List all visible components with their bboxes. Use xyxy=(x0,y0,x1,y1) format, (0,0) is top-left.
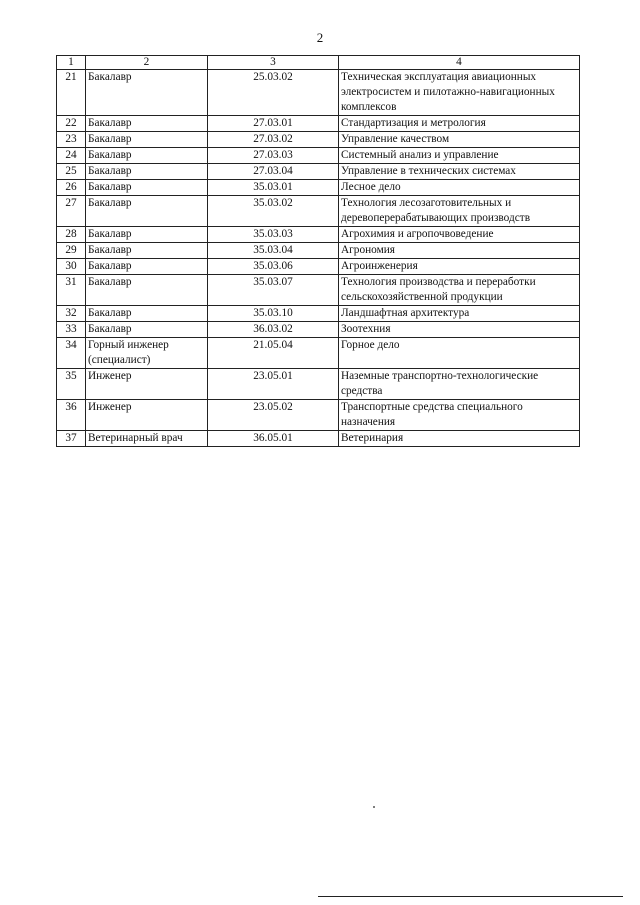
qualification-cell: Бакалавр xyxy=(86,306,208,322)
specialty-code-cell: 25.03.02 xyxy=(208,70,339,116)
row-number: 34 xyxy=(57,338,86,369)
row-number: 27 xyxy=(57,196,86,227)
qualification-cell: Бакалавр xyxy=(86,259,208,275)
specialty-name-cell: Ветеринария xyxy=(339,431,580,447)
table-row xyxy=(57,259,580,275)
table-row xyxy=(57,180,580,196)
specialty-name-cell: Наземные транспортно-технологические средства xyxy=(339,369,580,400)
specialty-code-cell: 35.03.03 xyxy=(208,227,339,243)
qualification-cell: Бакалавр xyxy=(86,322,208,338)
column-header: 2 xyxy=(86,56,208,70)
specialty-name-cell: Агроинженерия xyxy=(339,259,580,275)
specialty-name-cell: Агрономия xyxy=(339,243,580,259)
row-number: 35 xyxy=(57,369,86,400)
row-number: 33 xyxy=(57,322,86,338)
specialty-name-cell: Транспортные средства специального назначения xyxy=(339,400,580,431)
bottom-rule xyxy=(318,896,623,897)
specialty-code-cell: 36.05.01 xyxy=(208,431,339,447)
specialty-code-cell: 21.05.04 xyxy=(208,338,339,369)
specialty-code-cell: 23.05.01 xyxy=(208,369,339,400)
specialty-name-cell: Управление качеством xyxy=(339,132,580,148)
row-number: 22 xyxy=(57,116,86,132)
table-row xyxy=(57,116,580,132)
page-number: 2 xyxy=(316,30,324,45)
specialty-code-cell: 27.03.01 xyxy=(208,116,339,132)
table-row xyxy=(57,306,580,322)
table-row xyxy=(57,400,580,431)
row-number: 24 xyxy=(57,148,86,164)
table-row xyxy=(57,227,580,243)
table-row xyxy=(57,164,580,180)
row-number: 28 xyxy=(57,227,86,243)
row-number: 29 xyxy=(57,243,86,259)
specialty-name-cell: Горное дело xyxy=(339,338,580,369)
specialty-code-cell: 35.03.04 xyxy=(208,243,339,259)
table-row xyxy=(57,243,580,259)
qualification-cell: Ветеринарный врач xyxy=(86,431,208,447)
table-row xyxy=(57,70,580,116)
table-row xyxy=(57,322,580,338)
specialty-code-cell: 36.03.02 xyxy=(208,322,339,338)
qualification-cell: Бакалавр xyxy=(86,243,208,259)
specialty-name-cell: Управление в технических системах xyxy=(339,164,580,180)
table-row xyxy=(57,338,580,369)
specialty-code-cell: 35.03.06 xyxy=(208,259,339,275)
row-number: 36 xyxy=(57,400,86,431)
specialty-name-cell: Техническая эксплуатация авиационных электросистем и пилотажно-навигационных комплексов xyxy=(339,70,580,116)
column-header: 3 xyxy=(208,56,339,70)
specialty-code-cell: 35.03.10 xyxy=(208,306,339,322)
qualification-cell: Бакалавр xyxy=(86,164,208,180)
specialty-code-cell: 27.03.04 xyxy=(208,164,339,180)
specialty-name-cell: Технология производства и переработки сельскохозяйственной продукции xyxy=(339,275,580,306)
column-header: 4 xyxy=(339,56,580,70)
table-row xyxy=(57,148,580,164)
table-row xyxy=(57,132,580,148)
qualification-cell: Бакалавр xyxy=(86,196,208,227)
specialty-code-cell: 23.05.02 xyxy=(208,400,339,431)
scan-speck xyxy=(373,806,375,808)
row-number: 25 xyxy=(57,164,86,180)
specialty-code-cell: 35.03.07 xyxy=(208,275,339,306)
specialty-name-cell: Агрохимия и агропочвоведение xyxy=(339,227,580,243)
specialty-name-cell: Лесное дело xyxy=(339,180,580,196)
row-number: 30 xyxy=(57,259,86,275)
table-row xyxy=(57,275,580,306)
qualification-cell: Бакалавр xyxy=(86,116,208,132)
table-row xyxy=(57,431,580,447)
qualification-cell: Бакалавр xyxy=(86,148,208,164)
specialty-code-cell: 35.03.02 xyxy=(208,196,339,227)
qualification-cell: Бакалавр xyxy=(86,275,208,306)
table-row xyxy=(57,196,580,227)
specialty-code-cell: 35.03.01 xyxy=(208,180,339,196)
specialty-name-cell: Системный анализ и управление xyxy=(339,148,580,164)
qualification-cell: Инженер xyxy=(86,400,208,431)
row-number: 21 xyxy=(57,70,86,116)
row-number: 31 xyxy=(57,275,86,306)
qualification-cell: Бакалавр xyxy=(86,70,208,116)
qualification-cell: Бакалавр xyxy=(86,227,208,243)
specialties-table xyxy=(56,55,580,447)
qualification-cell: Инженер xyxy=(86,369,208,400)
column-header: 1 xyxy=(57,56,86,70)
table-row xyxy=(57,369,580,400)
row-number: 37 xyxy=(57,431,86,447)
specialty-code-cell: 27.03.02 xyxy=(208,132,339,148)
qualification-cell: Бакалавр xyxy=(86,132,208,148)
row-number: 26 xyxy=(57,180,86,196)
specialty-name-cell: Ландшафтная архитектура xyxy=(339,306,580,322)
row-number: 23 xyxy=(57,132,86,148)
qualification-cell: Горный инженер (специалист) xyxy=(86,338,208,369)
table-header-row xyxy=(57,56,580,70)
qualification-cell: Бакалавр xyxy=(86,180,208,196)
specialty-name-cell: Зоотехния xyxy=(339,322,580,338)
specialty-name-cell: Стандартизация и метрология xyxy=(339,116,580,132)
row-number: 32 xyxy=(57,306,86,322)
specialty-name-cell: Технология лесозаготовительных и деревоперерабатывающих производств xyxy=(339,196,580,227)
specialty-code-cell: 27.03.03 xyxy=(208,148,339,164)
